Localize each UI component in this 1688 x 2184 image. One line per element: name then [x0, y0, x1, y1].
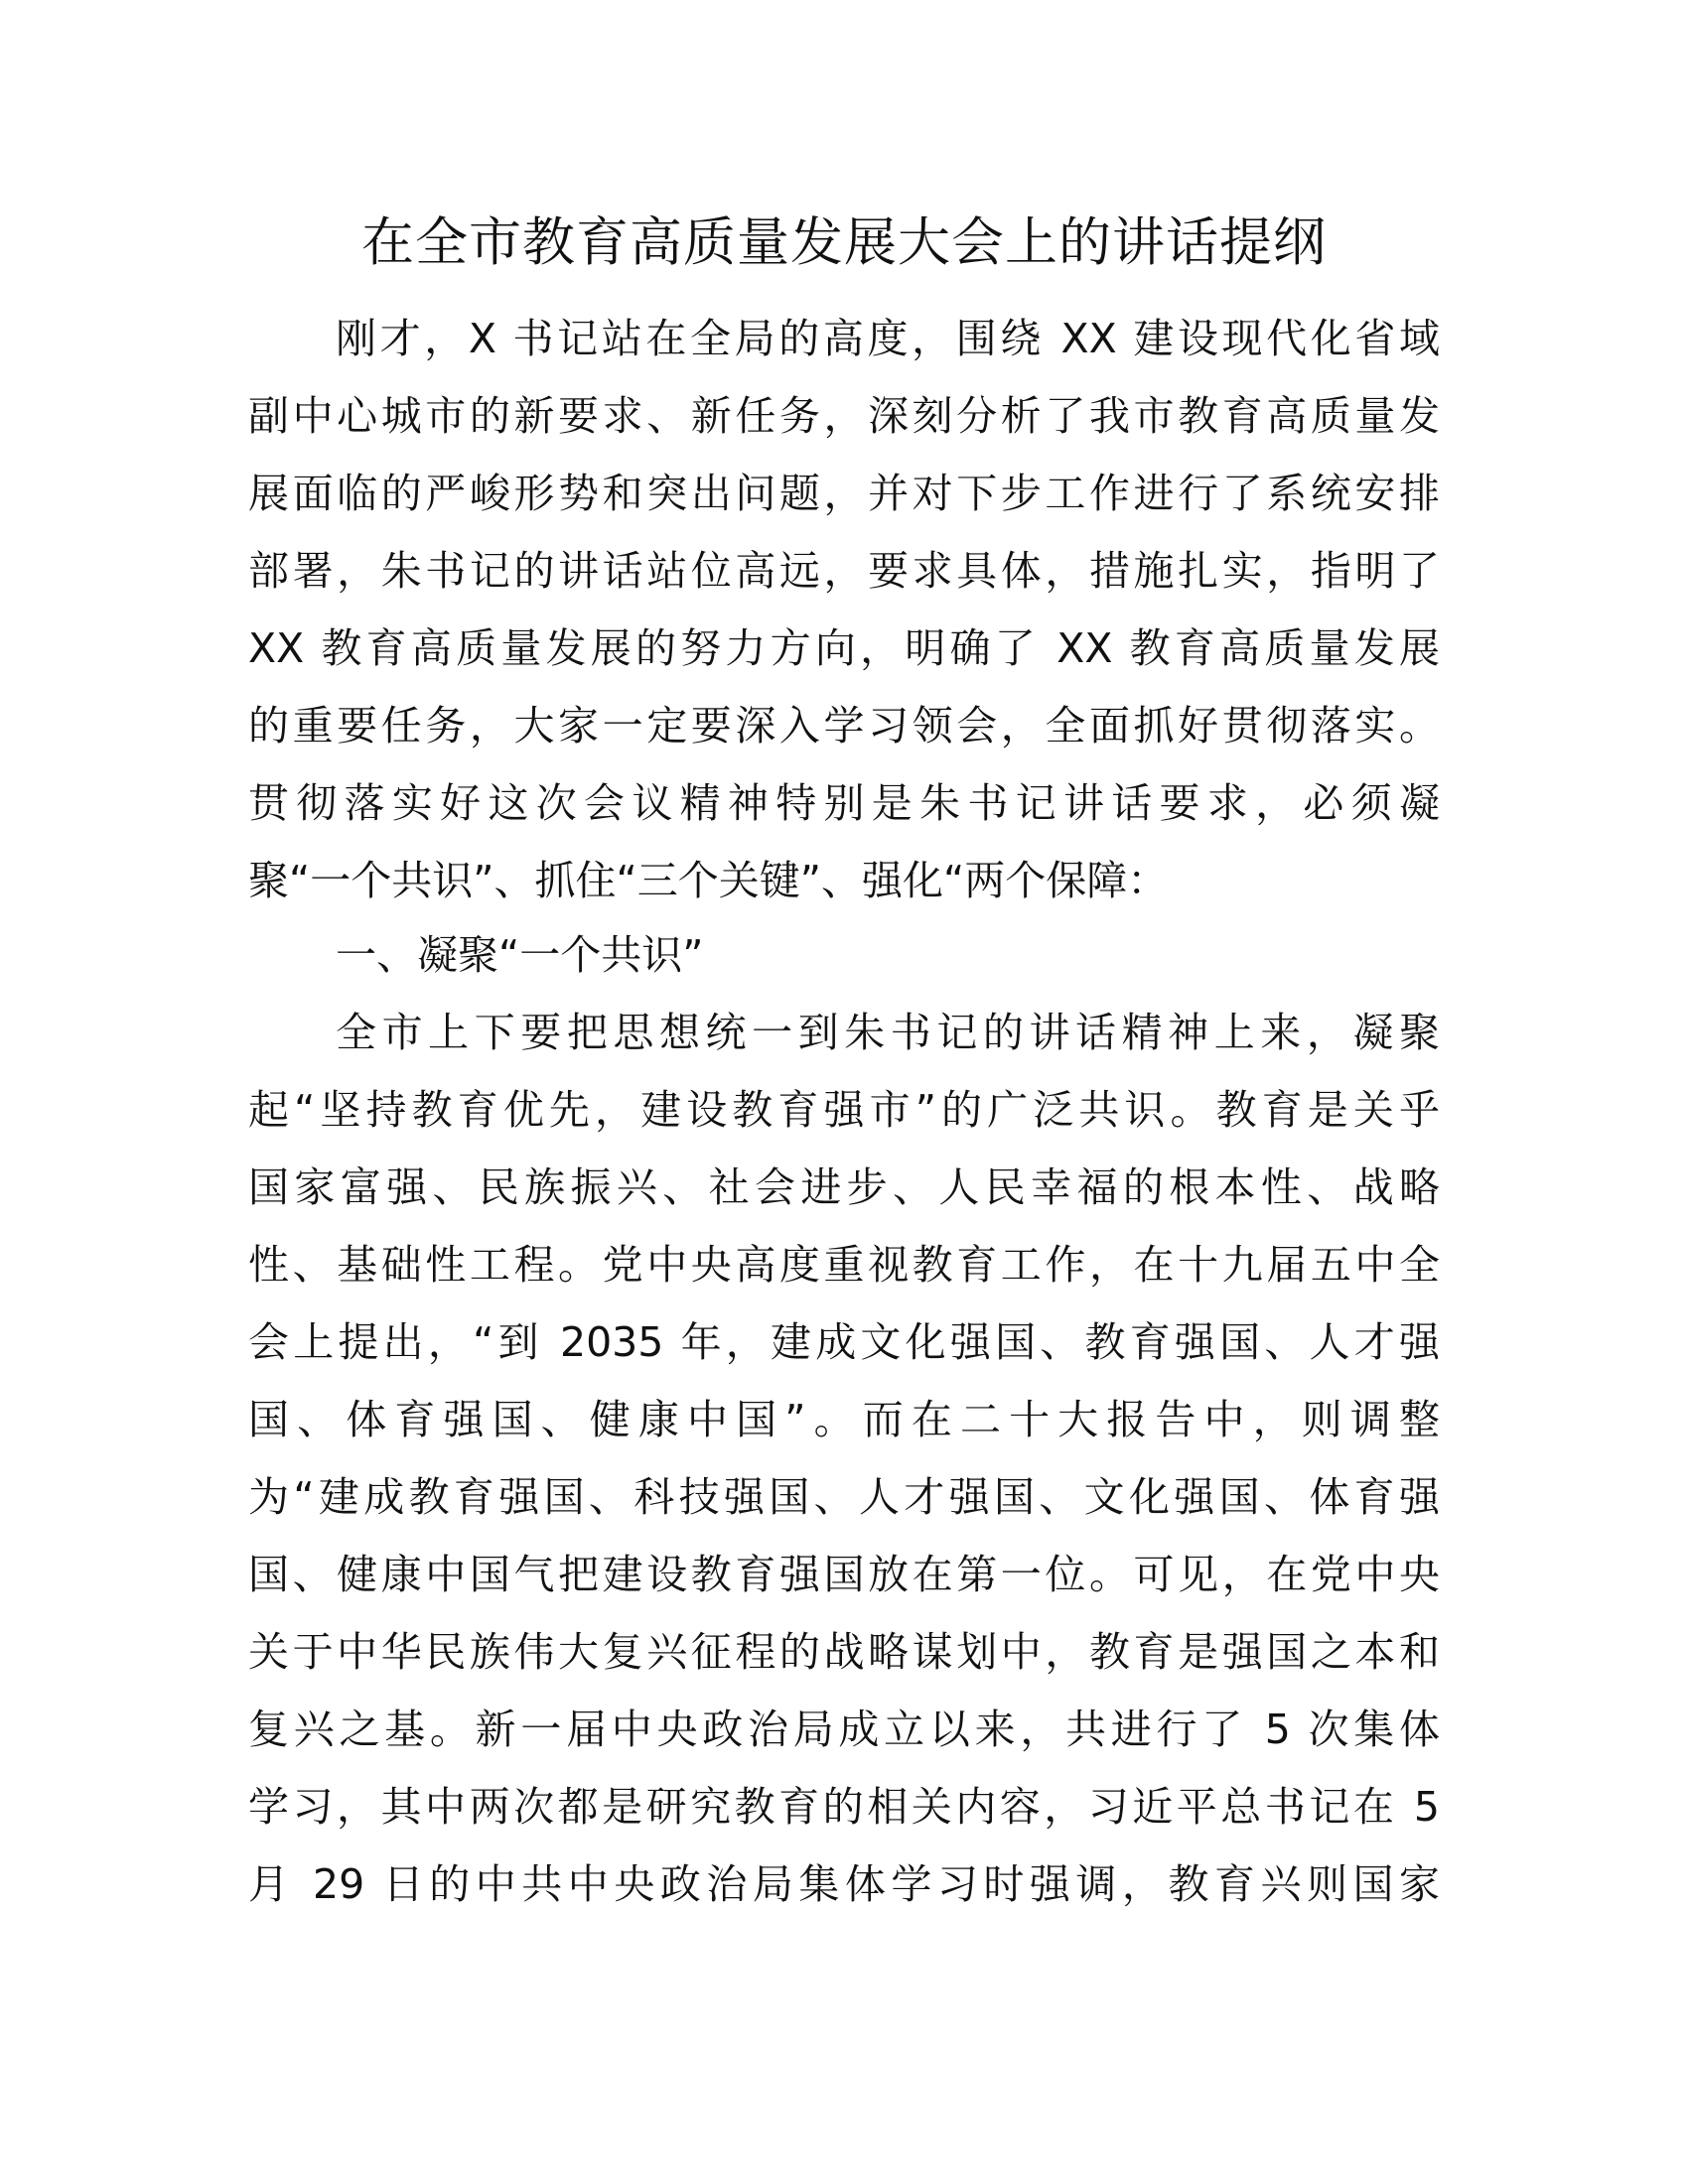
paragraph-line: 国家富强、民族振兴、社会进步、人民幸福的根本性、战略	[248, 1163, 1440, 1211]
paragraph-line: 学习，其中两次都是研究教育的相关内容，习近平总书记在 5	[248, 1783, 1440, 1831]
paragraph-line: 国、健康中国气把建设教育强国放在第一位。可见，在党中央	[248, 1551, 1440, 1598]
paragraph-line: 展面临的严峻形势和突出问题，并对下步工作进行了系统安排	[248, 470, 1440, 517]
paragraph-line: 性、基础性工程。党中央高度重视教育工作，在十九届五中全	[248, 1241, 1440, 1289]
paragraph-line: 月 29 日的中共中央政治局集体学习时强调，教育兴则国家	[248, 1860, 1440, 1908]
paragraph-line: 国、体育强国、健康中国”。而在二十大报告中，则调整	[248, 1396, 1440, 1443]
paragraph-intro	[248, 300, 1440, 919]
paragraph-line: XX 教育高质量发展的努力方向，明确了 XX 教育高质量发展	[248, 624, 1440, 672]
paragraph-line: 的重要任务，大家一定要深入学习领会，全面抓好贯彻落实。	[248, 702, 1440, 750]
paragraph-line: 聚“一个共识”、抓住“三个关键”、强化“两个保障：	[248, 857, 1169, 904]
paragraph-line: 贯彻落实好这次会议精神特别是朱书记讲话要求，必须凝	[248, 779, 1440, 827]
paragraph-consensus	[248, 994, 1440, 1923]
paragraph-line: 为“建成教育强国、科技强国、人才强国、文化强国、体育强	[248, 1473, 1440, 1521]
paragraph-line: 副中心城市的新要求、新任务，深刻分析了我市教育高质量发	[248, 392, 1440, 440]
paragraph-line: 复兴之基。新一届中央政治局成立以来，共进行了 5 次集体	[248, 1706, 1440, 1753]
section-heading: 一、凝聚“一个共识”	[336, 931, 704, 979]
paragraph-line: 部署，朱书记的讲话站位高远，要求具体，措施扎实，指明了	[248, 547, 1440, 595]
paragraph-line: 全市上下要把思想统一到朱书记的讲话精神上来，凝聚	[336, 1009, 1440, 1056]
paragraph-line: 起“坚持教育优先，建设教育强市”的广泛共识。教育是关乎	[248, 1086, 1440, 1134]
paragraph-line: 关于中华民族伟大复兴征程的战略谋划中，教育是强国之本和	[248, 1628, 1440, 1676]
paragraph-line: 刚才，X 书记站在全局的高度，围绕 XX 建设现代化省域	[336, 315, 1440, 362]
paragraph-line: 会上提出，“到 2035 年，建成文化强国、教育强国、人才强	[248, 1318, 1440, 1366]
document-title: 在全市教育高质量发展大会上的讲话提纲	[361, 212, 1327, 273]
